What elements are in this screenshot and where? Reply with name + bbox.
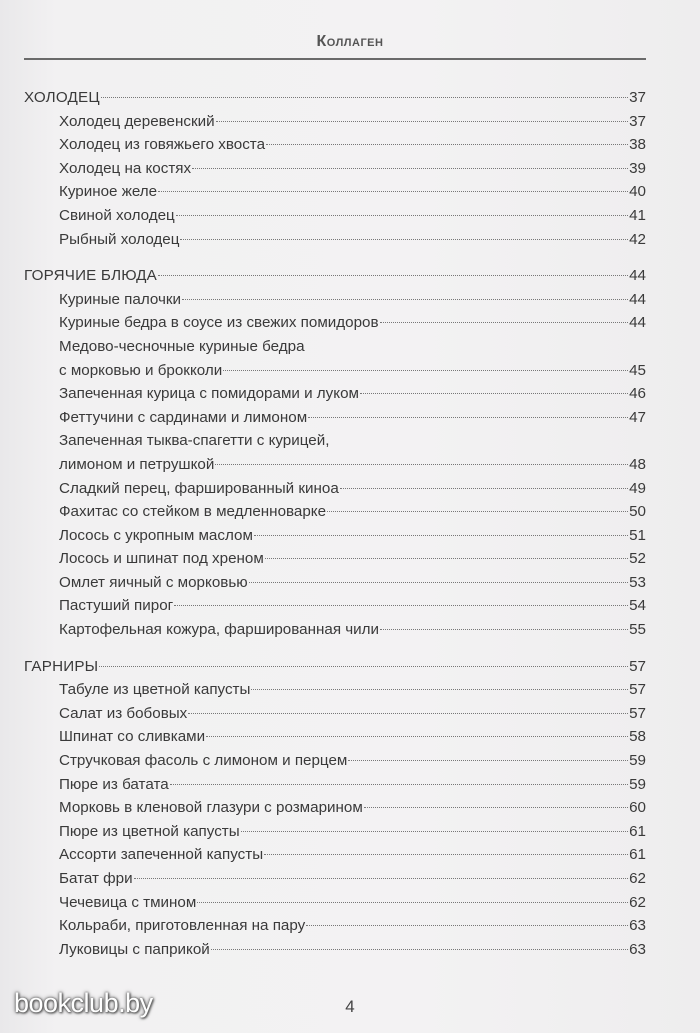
toc-entry [24,228,646,252]
section-page-number: 44 [629,267,646,285]
page-number: 4 [345,997,355,1016]
table-of-contents [24,86,646,974]
toc-section [24,264,646,642]
toc-entry [24,311,646,335]
toc-entry [24,204,646,228]
dot-leader [101,97,628,98]
entry-title: Пюре из батата [59,775,169,793]
running-head: Коллаген [316,33,384,50]
toc-section-heading [24,655,646,679]
dot-leader [188,713,628,714]
section-page-number: 57 [629,657,646,675]
dot-leader [192,168,628,169]
entry-title: Чечевица с тмином [59,893,197,911]
entry-page-number: 49 [629,479,646,497]
entry-title: Пастуший пирог [59,597,174,615]
entry-page-number: 57 [629,704,646,722]
toc-entry [24,110,646,134]
entry-page-number: 46 [629,385,646,403]
entry-title: Луковицы с паприкой [59,940,210,958]
entry-title: Рыбный холодец [59,230,180,248]
entry-title: Ассорти запеченной капусты [59,846,264,864]
entry-page-number: 41 [629,206,646,224]
entry-title: Батат фри [59,870,133,887]
entry-page-number: 48 [629,455,646,473]
toc-entry [24,914,646,938]
entry-title: Запеченная курица с помидорами и луком [59,385,359,403]
dot-leader [265,558,628,559]
toc-entry [24,618,646,642]
entry-title: Лосось с укропным маслом [59,526,253,544]
dot-leader [215,464,628,465]
entry-title: Холодец из говяжьего хвоста [59,136,266,154]
dot-leader [216,121,629,122]
entry-page-number: 59 [629,775,646,793]
entry-title: Куриные палочки [59,290,182,308]
dot-leader [327,511,628,512]
toc-entry [24,524,646,548]
entry-title: Салат из бобовых [59,704,188,722]
entry-title: с морковью и брокколи [59,361,223,379]
entry-title: Холодец деревенский [59,112,215,130]
entry-page-number: 62 [629,893,646,911]
dot-leader [264,854,628,855]
toc-entry [24,180,646,204]
toc-entry [24,157,646,181]
entry-title: Кольраби, приготовленная на пару [59,917,306,935]
section-title: ХОЛОДЕЦ [24,89,100,106]
entry-title: Табуле из цветной капусты [59,681,251,699]
toc-entry [24,702,646,726]
entry-title: Морковь в кленовой глазури с розмарином [59,799,363,817]
entry-page-number: 53 [629,573,646,591]
toc-entry [24,382,646,406]
entry-page-number: 45 [629,361,646,379]
toc-entry [24,477,646,501]
toc-section-heading [24,86,646,110]
toc-entry [24,891,646,915]
entry-title: Шпинат со сливками [59,728,206,746]
toc-entry [24,725,646,749]
dot-leader [158,191,628,192]
entry-page-number: 42 [629,230,646,248]
toc-entry [24,820,646,844]
entry-page-number: 51 [629,526,646,544]
dot-leader [308,417,628,418]
dot-leader [158,275,628,276]
entry-title: Феттучини с сардинами и лимоном [59,408,308,426]
entry-page-number: 62 [629,870,646,887]
entry-title: Лосось и шпинат под хреном [59,550,264,568]
toc-entry [24,938,646,962]
toc-entry [24,288,646,312]
entry-page-number: 63 [629,940,646,958]
toc-section-heading [24,264,646,288]
dot-leader [249,582,628,583]
entry-page-number: 58 [629,728,646,746]
toc-entry [24,500,646,524]
entry-page-number: 55 [629,621,646,639]
entry-page-number: 60 [629,799,646,817]
toc-section [24,86,646,251]
dot-leader [223,370,628,371]
header-rule [24,58,646,60]
dot-leader [360,393,628,394]
toc-entry [24,678,646,702]
dot-leader [180,239,628,240]
dot-leader [197,902,628,903]
entry-title: Стручковая фасоль с лимоном и перцем [59,752,348,770]
toc-entry-title-line: Запеченная тыква-спагетти с курицей, [59,432,330,450]
entry-page-number: 50 [629,503,646,521]
dot-leader [211,949,628,950]
entry-page-number: 37 [629,112,646,130]
toc-entry [24,773,646,797]
toc-section [24,655,646,962]
entry-page-number: 40 [629,183,646,201]
toc-entry-title-line: Медово-чесночные куриные бедра [59,337,305,355]
entry-page-number: 44 [629,314,646,332]
section-title: ГОРЯЧИЕ БЛЮДА [24,267,157,285]
entry-page-number: 63 [629,917,646,935]
watermark: bookclub.by [14,988,153,1018]
dot-leader [174,605,628,606]
entry-page-number: 61 [629,822,646,840]
section-title: ГАРНИРЫ [24,657,99,675]
entry-title: Сладкий перец, фаршированный киноа [59,479,339,497]
dot-leader [241,831,628,832]
toc-entry [24,133,646,157]
section-page-number: 37 [629,89,646,106]
dot-leader [251,689,628,690]
toc-entry [24,594,646,618]
entry-page-number: 61 [629,846,646,864]
entry-page-number: 54 [629,597,646,615]
entry-title: Омлет яичный с морковью [59,573,248,591]
entry-title: Свиной холодец [59,206,175,224]
entry-page-number: 38 [629,136,646,154]
toc-entry [24,867,646,891]
entry-title: лимоном и петрушкой [59,455,215,473]
entry-page-number: 39 [629,159,646,177]
entry-page-number: 57 [629,681,646,699]
toc-entry [24,749,646,773]
dot-leader [380,629,628,630]
toc-entry [24,547,646,571]
toc-entry [24,406,646,430]
dot-leader [254,535,628,536]
dot-leader [134,878,629,879]
dot-leader [380,322,629,323]
toc-entry [24,453,646,477]
entry-page-number: 59 [629,752,646,770]
dot-leader [176,215,628,216]
entry-title: Пюре из цветной капусты [59,822,240,840]
entry-title: Фахитас со стейком в медленноварке [59,503,327,521]
dot-leader [206,736,628,737]
dot-leader [364,807,628,808]
dot-leader [306,925,628,926]
dot-leader [340,488,628,489]
entry-page-number: 52 [629,550,646,568]
toc-entry [24,359,646,383]
toc-entry [24,843,646,867]
entry-title: Куриное желе [59,183,158,201]
dot-leader [182,299,628,300]
entry-title: Холодец на костях [59,159,192,177]
entry-title: Картофельная кожура, фаршированная чили [59,621,380,639]
dot-leader [99,666,628,667]
entry-page-number: 47 [629,408,646,426]
entry-title: Куриные бедра в соусе из свежих помидоров [59,314,379,332]
entry-page-number: 44 [629,290,646,308]
dot-leader [348,760,628,761]
toc-entry [24,796,646,820]
dot-leader [266,144,628,145]
toc-entry [24,571,646,595]
dot-leader [170,784,628,785]
